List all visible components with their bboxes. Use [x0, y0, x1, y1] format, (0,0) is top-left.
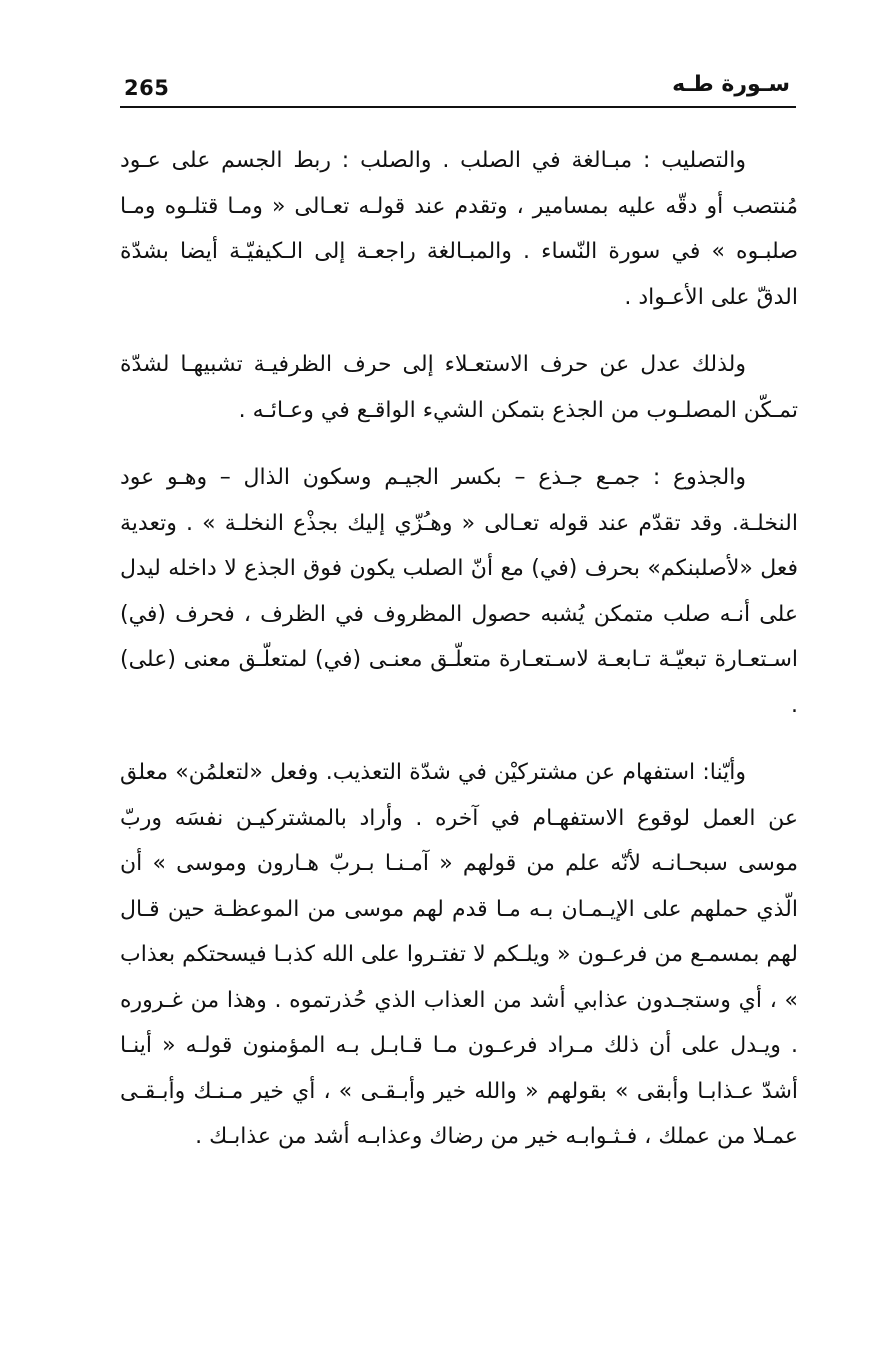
- body-text: [120, 138, 798, 1160]
- page-number: 265: [124, 76, 170, 100]
- paragraph-crucifixion: والتصليب : مبـالغة في الصلب . والصلب : ربط الجسم على عـود مُنتصب أو دقّه عليه بمسامير ، وتقدم عند قولـه تعـالى « ومـا قتلـوه ومـا صلبـوه » في سورة النّساء . والمبـالغة راجعـة إلى الـكيفيّـة أيضا بشدّة الدقّ على الأعـواد .: [120, 148, 798, 310]
- paragraph-trunks: والجذوع : جمـع جـذع – بكسر الجيـم وسكون الذال – وهـو عود النخلـة. وقد تقدّم عند قوله تعـالى « وهـُزّي إليك بجذْع النخلـة » . وتعدية فعل «لأصلبنكم» بحرف (في) مع أنّ الصلب يكون فوق الجذع لا داخله ليدل على أنـه صلب متمكن يُشبه حصول المظروف في الظرف ، فحرف (في) اسـتعـارة تبعيّـة تـابعـة لاسـتعـارة متعلّـق معنـى (في) لمتعلّـق معنى (على) .: [120, 465, 798, 718]
- surah-title: سـورة طـه: [672, 72, 790, 97]
- paragraph-which-of-us: وأيّنا: استفهام عن مشتركيْن في شدّة التعذيب. وفعل «لتعلمُن» معلق عن العمل لوقوع الاستفهـام في آخره . وأراد بالمشتركيـن نفسَه وربّ موسى سبحـانـه لأنّه علم من قولهم « آمـنـا بـربّ هـارون وموسى » أن الّذي حملهم على الإيـمـان بـه مـا قدم لهم موسى من الموعظـة حين قـال لهم بمسمـع من فرعـون « ويلـكم لا تفتـروا على الله كذبـا فيسحتكم بعذاب » ، أي وستجـدون عذابي أشد من العذاب الذي حُذرتموه . وهذا من غـروره . ويـدل على أن ذلك مـراد فرعـون مـا قـابـل بـه المؤمنون قولـه « أينـا أشدّ عـذابـا وأبقى » بقولهم « والله خير وأبـقـى » ، أي خير مـنـك وأبـقـى عمـلا من عملك ، فـثـوابـه خير من رضاك وعذابـه أشد من عذابـك .: [120, 760, 798, 1149]
- paragraph-preposition: ولذلك عدل عن حرف الاستعـلاء إلى حرف الظرفيـة تشبيهـا لشدّة تمـكّن المصلـوب من الجذع بتمكن الشيء الواقـع في وعـائـه .: [120, 352, 798, 423]
- header-rule: [120, 106, 796, 108]
- running-header: [122, 70, 792, 106]
